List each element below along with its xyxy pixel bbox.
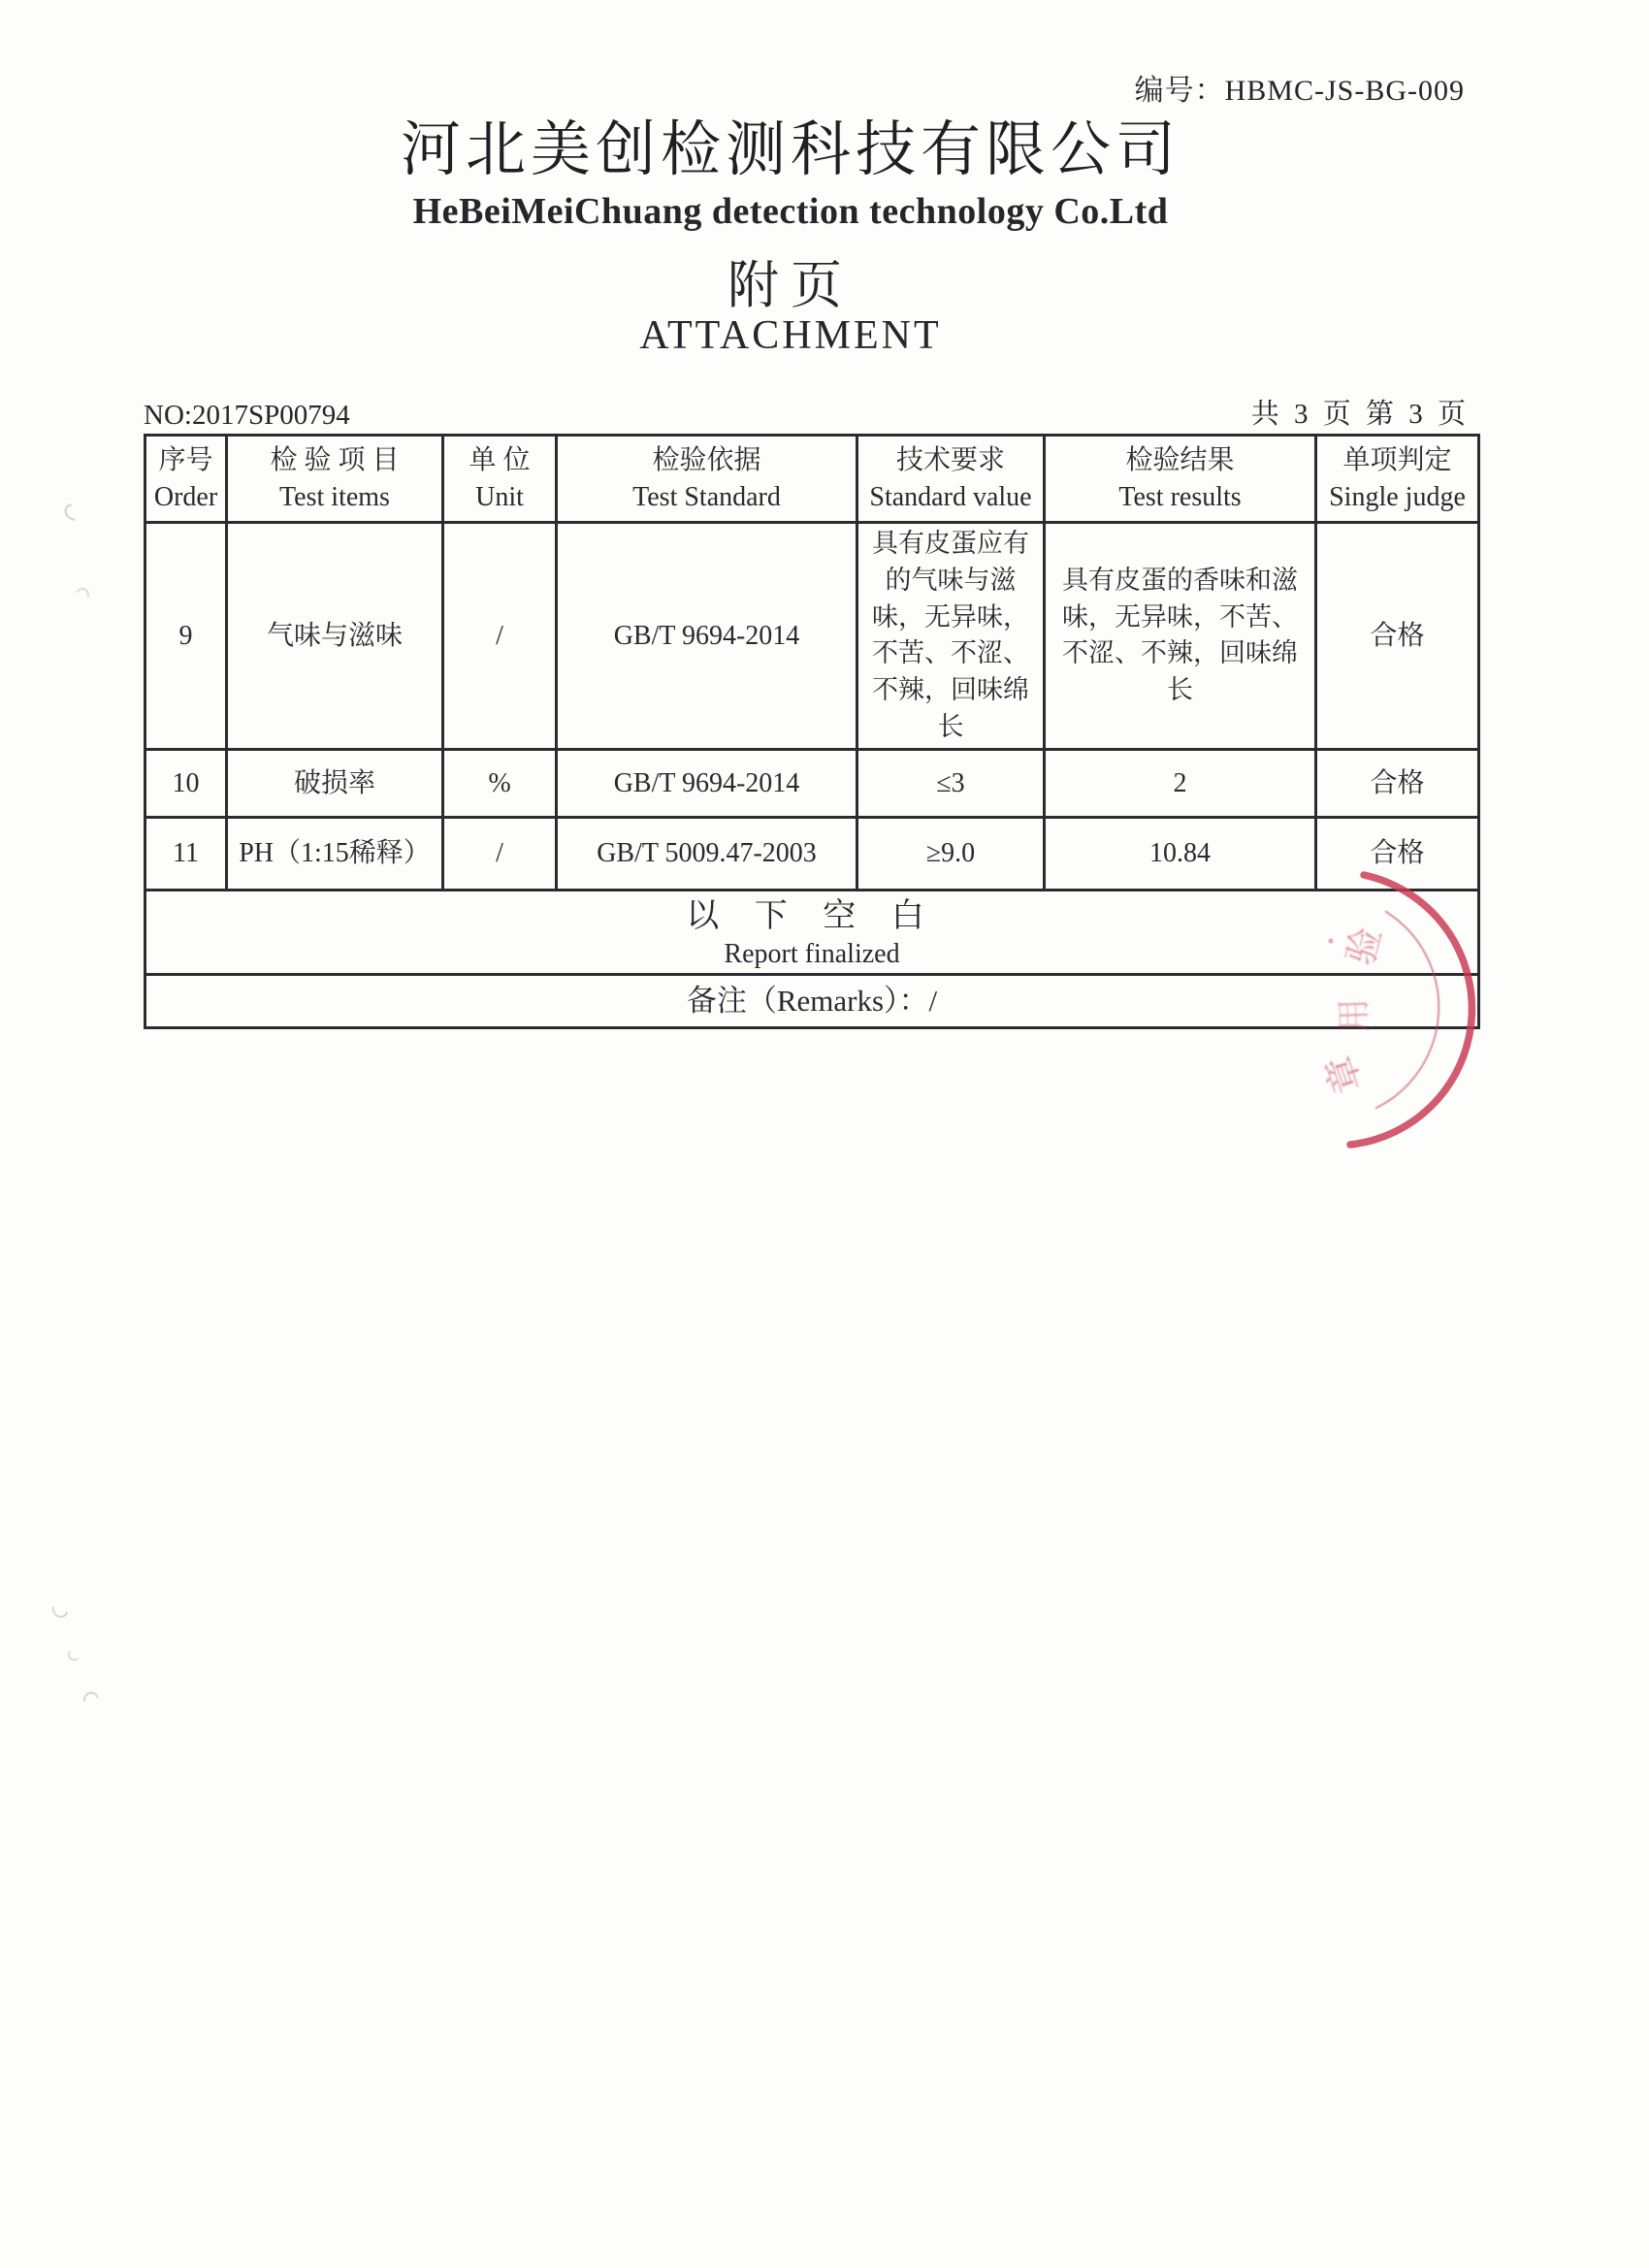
- blank-footer-en: Report finalized: [724, 938, 900, 969]
- col-header-test-items: [227, 436, 443, 523]
- scan-noise-mark: [61, 501, 85, 524]
- remarks-row: [146, 974, 1479, 1027]
- cell-test-standard: GB/T 9694-2014: [557, 749, 857, 817]
- col-header-test-items-en: Test items: [279, 481, 390, 512]
- col-header-standard-value-cn: 技术要求: [895, 444, 1005, 475]
- seal-character: 章: [1319, 1050, 1371, 1098]
- page-title-cn: 附页: [728, 258, 854, 314]
- table-meta-row: [144, 392, 1477, 432]
- col-header-test-results-cn: 检验结果: [1125, 444, 1235, 475]
- page-indicator: 共 3 页 第 3 页: [1250, 399, 1470, 430]
- cell-single-judge: 合格: [1316, 817, 1479, 890]
- col-header-order-en: Order: [153, 481, 218, 512]
- cell-standard-value: ≥9.0: [857, 817, 1045, 890]
- col-header-unit: [443, 436, 557, 523]
- cell-unit: /: [443, 523, 557, 750]
- col-header-test-standard-en: Test Standard: [632, 481, 781, 512]
- blank-footer-cell: [146, 890, 1479, 974]
- seal-character: 验: [1341, 923, 1390, 970]
- cell-test-result: 2: [1045, 749, 1316, 817]
- cell-order: 11: [146, 817, 227, 890]
- cell-unit: %: [443, 749, 557, 817]
- blank-footer-cn: 以 下 空 白: [686, 897, 938, 934]
- cell-test-standard: GB/T 9694-2014: [557, 523, 857, 750]
- scan-noise-mark: [68, 1649, 80, 1661]
- scan-noise-mark: [81, 1689, 102, 1710]
- scan-noise-mark: [74, 586, 91, 603]
- blank-footer-row: [146, 890, 1479, 974]
- cell-test-item: PH（1:15稀释）: [227, 817, 443, 890]
- cell-unit: /: [443, 817, 557, 890]
- table-row: [146, 749, 1479, 817]
- col-header-test-results: [1045, 436, 1316, 523]
- cell-standard-value: 具有皮蛋应有的气味与滋味，无异味，不苦、不涩、不辣，回味绵长: [857, 523, 1045, 750]
- cell-single-judge: 合格: [1316, 523, 1479, 750]
- col-header-unit-cn: 单 位: [469, 444, 531, 475]
- col-header-test-items-cn: 检 验 项 目: [270, 444, 400, 475]
- cell-test-item: 气味与滋味: [227, 523, 443, 750]
- cell-single-judge: 合格: [1316, 749, 1479, 817]
- col-header-order-cn: 序号: [158, 444, 213, 475]
- company-name-en: HeBeiMeiChuang detection technology Co.Ltd: [412, 191, 1169, 232]
- cell-test-standard: GB/T 5009.47-2003: [557, 817, 857, 890]
- test-results-table: [144, 434, 1480, 1029]
- remarks-cell: 备注（Remarks）：/: [146, 974, 1479, 1027]
- cell-test-result: 10.84: [1045, 817, 1316, 890]
- col-header-test-standard-cn: 检验依据: [652, 444, 761, 475]
- cell-standard-value: ≤3: [857, 749, 1045, 817]
- col-header-test-results-en: Test results: [1118, 481, 1242, 512]
- col-header-unit-en: Unit: [475, 481, 524, 512]
- cell-order: 10: [146, 749, 227, 817]
- col-header-test-standard: [557, 436, 857, 523]
- page-title-en: ATTACHMENT: [639, 313, 942, 358]
- cell-test-result: 具有皮蛋的香味和滋味，无异味，不苦、不涩、不辣，回味绵长: [1045, 523, 1316, 750]
- report-number: NO:2017SP00794: [144, 400, 350, 431]
- cell-test-item: 破损率: [227, 749, 443, 817]
- document-code: 编号：HBMC-JS-BG-009: [1134, 75, 1465, 107]
- col-header-standard-value-en: Standard value: [869, 481, 1032, 512]
- col-header-single-judge-en: Single judge: [1329, 481, 1466, 512]
- cell-order: 9: [146, 523, 227, 750]
- table-row: [146, 523, 1479, 750]
- col-header-single-judge-cn: 单项判定: [1342, 444, 1452, 475]
- col-header-standard-value: [857, 436, 1045, 523]
- col-header-single-judge: [1316, 436, 1479, 523]
- col-header-order: [146, 436, 227, 523]
- table-header-row: [146, 436, 1479, 523]
- table-row: [146, 817, 1479, 890]
- scan-noise-mark: [49, 1598, 72, 1621]
- company-name-cn: 河北美创检测科技有限公司: [400, 117, 1180, 183]
- seal-character: 用: [1335, 997, 1374, 1033]
